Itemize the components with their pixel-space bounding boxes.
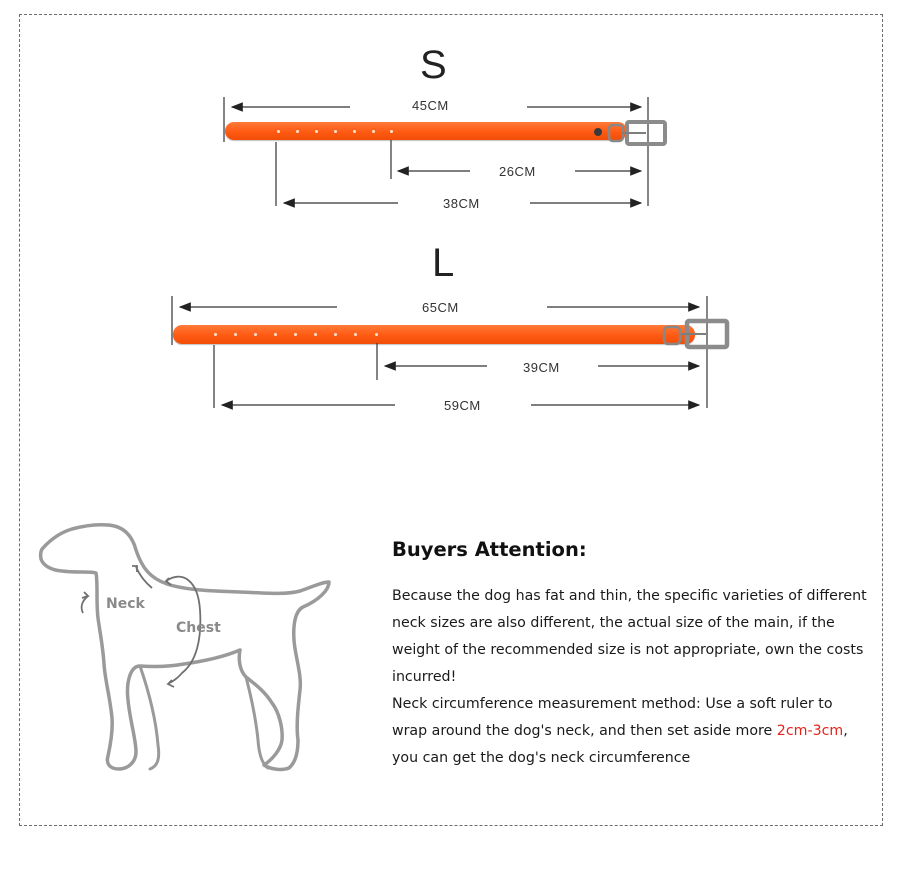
dog-outline-icon [41,525,329,770]
s-outer-length-label: 38CM [443,196,480,211]
attention-line-7: you can get the dog's neck circumference [392,750,691,766]
s-full-length-label: 45CM [412,98,449,113]
attention-line-3: weight of the recommended size is not appropriate, own the costs [392,642,864,658]
attention-line-5: Neck circumference measurement method: Use a soft ruler to [392,696,833,712]
l-inner-length-label: 39CM [523,360,560,375]
chest-label: Chest [176,620,221,636]
attention-line-4: incurred! [392,669,457,685]
attention-line-1: Because the dog has fat and thin, the specific varieties of different [392,588,867,604]
buyers-attention-title: Buyers Attention: [392,538,587,561]
neck-label: Neck [106,596,145,612]
l-full-length-label: 65CM [422,300,459,315]
s-inner-length-label: 26CM [499,164,536,179]
size-l-label: L [432,241,455,285]
dog-front-leg-line-icon [140,666,159,769]
highlight-2cm-3cm: 2cm-3cm [776,723,844,739]
attention-line-6 [392,718,872,745]
dog-back-leg-line-icon [246,677,268,768]
attention-line-6-text: wrap around the dog's neck, and then set aside more [392,723,777,739]
buckle-l-icon [664,321,727,347]
attention-line-2: neck sizes are also different, the actual size of the main, if the [392,615,835,631]
size-s-label: S [420,43,447,87]
buckle-s-icon [594,122,665,144]
attention-line-6-comma: , [843,723,848,739]
l-outer-length-label: 59CM [444,398,481,413]
